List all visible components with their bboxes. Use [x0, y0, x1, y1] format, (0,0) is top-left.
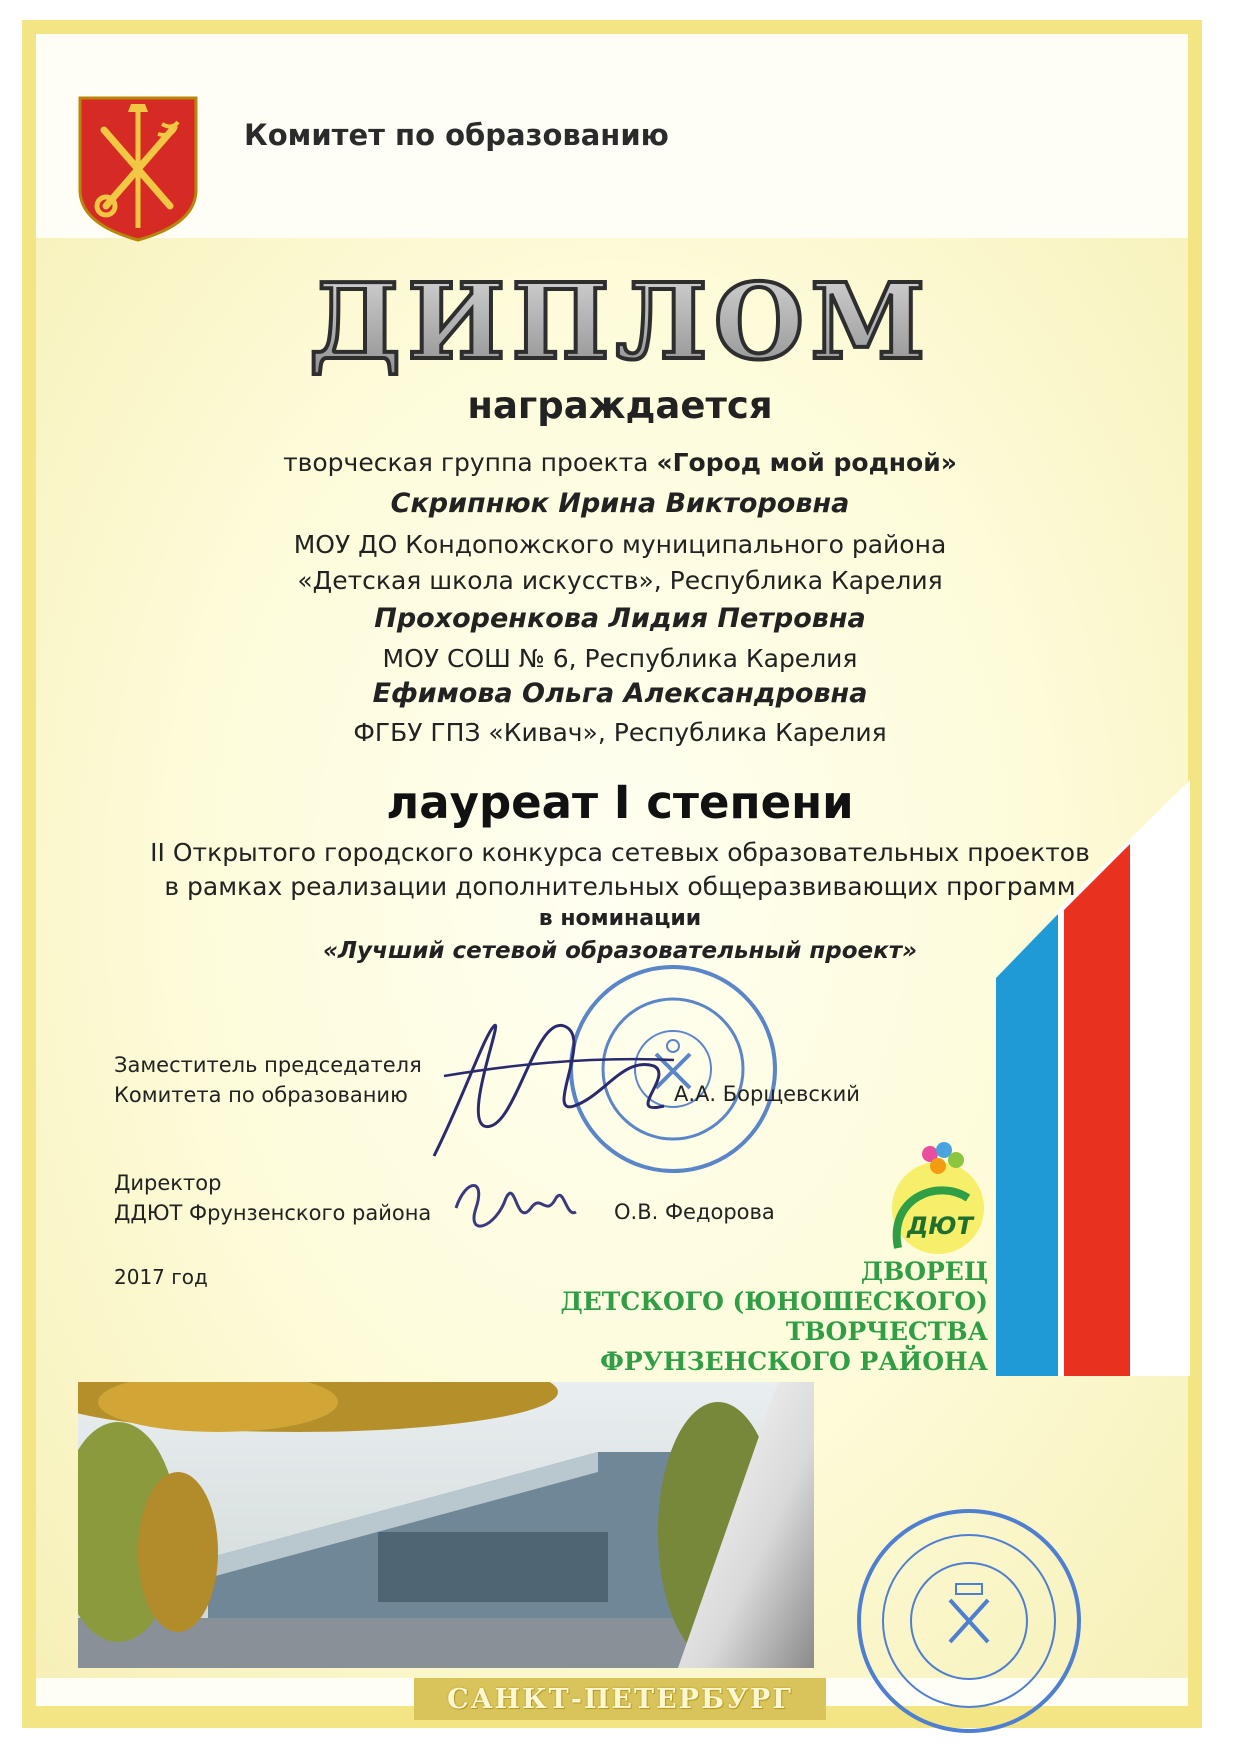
- recipient-org-3: ФГБУ ГПЗ «Кивач», Республика Карелия: [353, 718, 887, 747]
- position-2-line2: ДДЮТ Фрунзенского района: [114, 1201, 432, 1225]
- signature-name-2: О.В. Федорова: [614, 1200, 775, 1224]
- recipient-name-3: Ефимова Ольга Александровна: [372, 678, 868, 709]
- recipient-org-2: МОУ СОШ № 6, Республика Карелия: [382, 644, 858, 673]
- stripe-red: [1064, 844, 1130, 1376]
- school-building-photo: [78, 1382, 814, 1668]
- signature-position-1: [114, 1050, 422, 1110]
- committee-name: Комитет по образованию: [244, 118, 669, 152]
- signature-name-1: А.А. Борщевский: [674, 1082, 860, 1106]
- recipient-org-1b: «Детская школа искусств», Республика Карелия: [297, 566, 943, 595]
- project-line: [0, 448, 1240, 477]
- recipient-name-1: Скрипнюк Ирина Викторовна: [390, 488, 850, 519]
- nomination-name: «Лучший сетевой образовательный проект»: [322, 938, 917, 964]
- signature-position-2: [114, 1168, 431, 1228]
- recipient-name-2: Прохоренкова Лидия Петровна: [374, 603, 866, 634]
- diploma-title-text: ДИПЛОМ: [310, 266, 930, 376]
- recipient-org-1a: МОУ ДО Кондопожского муниципального района: [293, 530, 947, 559]
- committee-stamp: [852, 1504, 1086, 1738]
- ddut-logo-text: ДЮТ: [907, 1212, 973, 1240]
- project-name: «Город мой родной»: [656, 448, 957, 477]
- flag-stripes: [990, 780, 1190, 1376]
- organization-line-1: ДВОРЕЦ: [860, 1257, 988, 1286]
- organization-name: [520, 1257, 988, 1377]
- spb-coat-of-arms-icon: [76, 94, 200, 244]
- ddut-logo-icon: [868, 1138, 1018, 1258]
- signature-1-icon: [424, 996, 684, 1172]
- position-1-line2: Комитета по образованию: [114, 1083, 408, 1107]
- contest-line-1: II Открытого городского конкурса сетевых образовательных проектов: [150, 838, 1090, 867]
- diploma-title: [0, 266, 1240, 380]
- diploma-year: 2017 год: [114, 1265, 208, 1289]
- organization-line-3: ТВОРЧЕСТВА: [785, 1317, 988, 1346]
- position-2-line1: Директор: [114, 1171, 222, 1195]
- signature-2-icon: [446, 1168, 586, 1248]
- city-banner: САНКТ-ПЕТЕРБУРГ: [447, 1684, 793, 1715]
- contest-line-2: в рамках реализации дополнительных общеразвивающих программ: [164, 872, 1076, 901]
- project-prefix: творческая группа проекта: [283, 448, 649, 477]
- award-line: награждается: [467, 384, 773, 427]
- organization-line-2: ДЕТСКОГО (ЮНОШЕСКОГО): [560, 1287, 988, 1316]
- diploma-title-graphic: [310, 266, 930, 376]
- laureate-degree: лауреат I степени: [386, 776, 854, 829]
- position-1-line1: Заместитель председателя: [114, 1053, 422, 1077]
- organization-line-4: ФРУНЗЕНСКОГО РАЙОНА: [600, 1347, 988, 1376]
- nomination-label: в номинации: [538, 906, 702, 931]
